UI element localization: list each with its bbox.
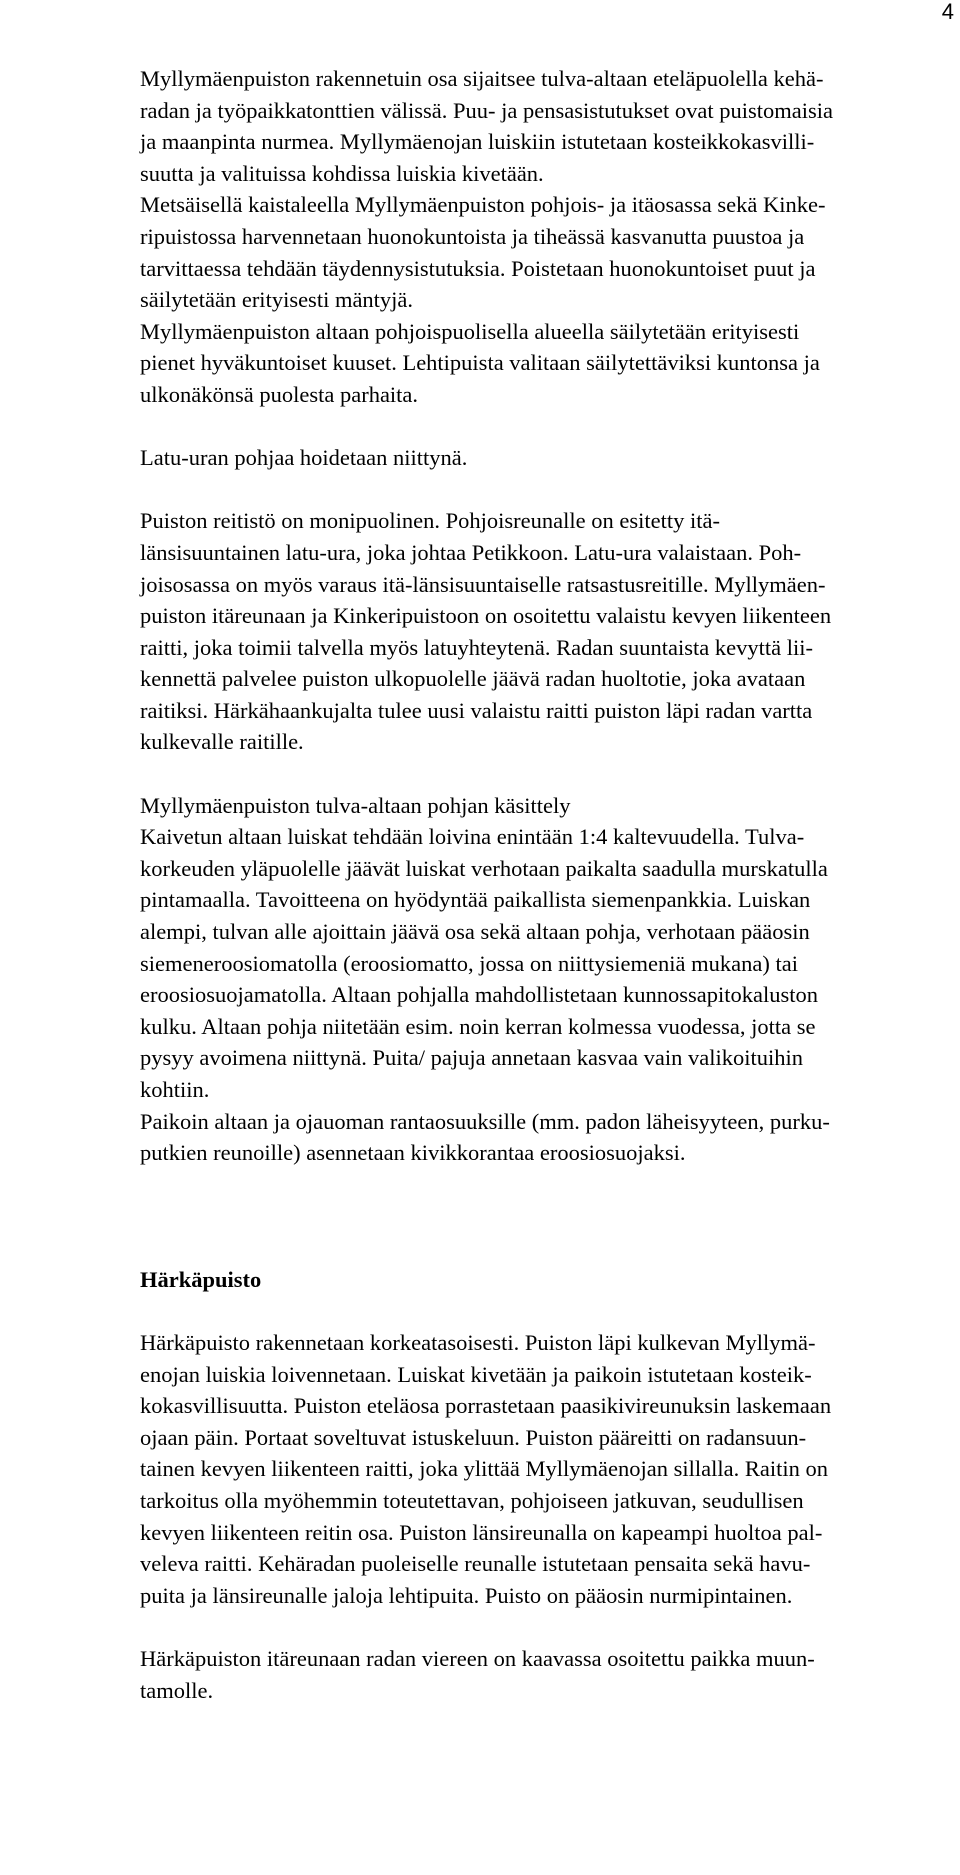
- text-line: radan ja työpaikkatonttien välissä. Puu- ja pensasistutukset ovat puistomaisia: [140, 97, 833, 123]
- text-line: pienet hyväkuntoiset kuuset. Lehtipuista valitaan säilytettäviksi kuntonsa ja: [140, 350, 820, 376]
- text-line: ripuistossa harvennetaan huonokuntoista ja tiheässä kasvanutta puustoa ja: [140, 223, 805, 249]
- text-line: pysyy avoimena niittynä. Puita/ pajuja annetaan kasvaa vain valikoituihin: [140, 1045, 803, 1071]
- paragraph: [140, 505, 940, 758]
- paragraph-spacer: [140, 411, 940, 443]
- text-line: länsisuuntainen latu-ura, joka johtaa Petikkoon. Latu-ura valaistaan. Poh-: [140, 539, 802, 565]
- text-line: joisosassa on myös varaus itä-länsisuuntaiselle ratsastusreitille. Myllymäen-: [140, 571, 826, 597]
- text-line: Paikoin altaan ja ojauoman rantaosuuksille (mm. padon läheisyyteen, purku-: [140, 1108, 830, 1134]
- section-heading: [140, 1264, 940, 1296]
- text-line: Myllymäenpuiston tulva-altaan pohjan käsittely: [140, 792, 571, 818]
- text-line: putkien reunoille) asennetaan kivikkorantaa eroosiosuojaksi.: [140, 1140, 686, 1166]
- text-line: puiston itäreunaan ja Kinkeripuistoon on osoitettu valaistu kevyen liikenteen: [140, 603, 832, 629]
- paragraph: [140, 63, 940, 411]
- paragraph-spacer: [140, 1611, 940, 1643]
- paragraph-spacer: [140, 474, 940, 506]
- document-body: [140, 63, 940, 1706]
- text-line: pintamaalla. Tavoitteena on hyödyntää paikallista siemenpankkia. Luiskan: [140, 887, 811, 913]
- text-line: säilytetään erityisesti mäntyjä.: [140, 287, 414, 313]
- paragraph: [140, 442, 940, 474]
- text-line: tainen kevyen liikenteen raitti, joka ylittää Myllymäenojan sillalla. Raitin on: [140, 1456, 828, 1482]
- text-line: ulkonäkönsä puolesta parhaita.: [140, 381, 419, 407]
- text-line: enojan luiskia loivennetaan. Luiskat kivetään ja paikoin istutetaan kosteik-: [140, 1361, 812, 1387]
- text-line: Kaivetun altaan luiskat tehdään loivina enintään 1:4 kaltevuudella. Tulva-: [140, 824, 805, 850]
- text-line: kokasvillisuutta. Puiston eteläosa porrastetaan paasikivireunuksin laskemaan: [140, 1393, 832, 1419]
- paragraph: [140, 790, 940, 1169]
- text-line: kennettä palvelee puiston ulkopuolelle jäävä radan huoltotie, joka avataan: [140, 666, 806, 692]
- text-line: Puiston reitistö on monipuolinen. Pohjoisreunalle on esitetty itä-: [140, 508, 720, 534]
- text-line: suutta ja valituissa kohdissa luiskia kivetään.: [140, 160, 544, 186]
- text-line: Latu-uran pohjaa hoidetaan niittynä.: [140, 445, 468, 471]
- paragraph-spacer: [140, 1295, 940, 1327]
- text-line: ja maanpinta nurmea. Myllymäenojan luiskiin istutetaan kosteikkokasvilli-: [140, 129, 815, 155]
- text-line: eroosiosuojamatolla. Altaan pohjalla mahdollistetaan kunnossapitokaluston: [140, 982, 818, 1008]
- text-line: kevyen liikenteen reitin osa. Puiston länsireunalla on kapeampi huoltoa pal-: [140, 1519, 823, 1545]
- text-line: kohtiin.: [140, 1077, 210, 1102]
- text-line: tarvittaessa tehdään täydennysistutuksia. Poistetaan huonokuntoiset puut ja: [140, 255, 816, 281]
- text-line: Härkäpuiston itäreunaan radan viereen on kaavassa osoitettu paikka muun-: [140, 1645, 815, 1671]
- paragraph-spacer: [140, 758, 940, 790]
- paragraph: [140, 1327, 940, 1611]
- text-line: puita ja länsireunalle jaloja lehtipuita. Puisto on pääosin nurmipintainen.: [140, 1582, 793, 1608]
- page-number: 4: [941, 0, 954, 24]
- text-line: Myllymäenpuiston altaan pohjoispuolisella alueella säilytetään erityisesti: [140, 318, 800, 344]
- text-line: kulkevalle raitille.: [140, 729, 304, 755]
- text-line: kulku. Altaan pohja niitetään esim. noin kerran kolmessa vuodessa, jotta se: [140, 1013, 816, 1039]
- text-line: Härkäpuisto rakennetaan korkeatasoisesti. Puiston läpi kulkevan Myllymä-: [140, 1329, 816, 1355]
- text-line: alempi, tulvan alle ajoittain jäävä osa sekä altaan pohja, verhotaan pääosin: [140, 919, 810, 945]
- text-line: veleva raitti. Kehäradan puoleiselle reunalle istutetaan pensaita sekä havu-: [140, 1551, 811, 1577]
- text-line: raitiksi. Härkähaankujalta tulee uusi valaistu raitti puiston läpi radan vartta: [140, 697, 813, 723]
- text-line: Härkäpuisto: [140, 1266, 262, 1292]
- paragraph-spacer: [140, 1169, 940, 1264]
- text-line: raitti, joka toimii talvella myös latuyhteytenä. Radan suuntaista kevyttä lii-: [140, 634, 813, 660]
- text-line: korkeuden yläpuolelle jäävät luiskat verhotaan paikalta saadulla murskatulla: [140, 855, 828, 881]
- text-line: siemeneroosiomatolla (eroosiomatto, jossa on niittysiemeniä mukana) tai: [140, 950, 798, 976]
- text-line: Myllymäenpuiston rakennetuin osa sijaitsee tulva-altaan eteläpuolella kehä-: [140, 66, 824, 91]
- paragraph: [140, 1643, 940, 1706]
- text-line: tamolle.: [140, 1677, 214, 1703]
- text-line: tarkoitus olla myöhemmin toteutettavan, pohjoiseen jatkuvan, seudullisen: [140, 1487, 804, 1513]
- text-line: ojaan päin. Portaat soveltuvat istuskeluun. Puiston pääreitti on radansuun-: [140, 1424, 807, 1450]
- text-line: Metsäisellä kaistaleella Myllymäenpuiston pohjois- ja itäosassa sekä Kinke-: [140, 192, 826, 218]
